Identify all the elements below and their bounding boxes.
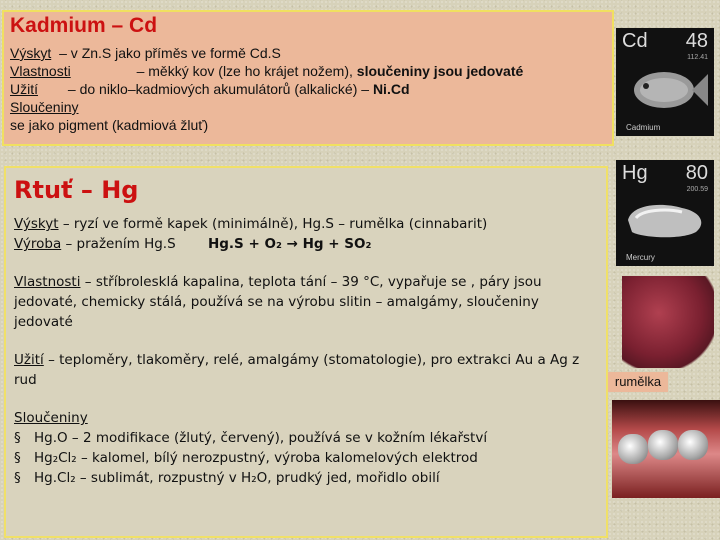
mercury-vyroba [14,234,598,254]
list-item: § Hg₂Cl₂ – kalomel, bílý nerozpustný, výroba kalomelových elektrod [14,448,598,468]
label: Vlastnosti [14,274,81,290]
cinnabar-image [622,276,714,368]
cadmium-title: Kadmium – Cd [10,14,158,37]
list-item: § Hg.O – 2 modifikace (žlutý, červený), používá se v kožním lékařství [14,428,598,448]
label: Užití [10,81,38,97]
label: Sloučeniny [14,410,88,426]
label: Výroba [14,236,62,252]
cadmium-panel [2,10,614,146]
text: – ryzí ve formě kapek (minimálně), Hg.S – rumělka (cinnabarit) [62,216,488,232]
bold-text: Ni.Cd [372,81,410,97]
label: Vlastnosti [10,63,71,79]
cadmium-fish-image [624,64,708,116]
cadmium-slouceniny [10,98,606,116]
atomic-number: 80 [685,162,708,184]
list-item: § Hg.Cl₂ – sublimát, rozpustný v H₂O, prudký jed, mořidlo obilí [14,468,598,488]
element-symbol: Hg [622,162,648,184]
mercury-panel [4,166,608,538]
mercury-slouceniny [14,408,598,488]
text: – pražením Hg.S [65,236,176,252]
label: Výskyt [10,45,52,61]
amalgam-teeth-image [612,400,720,498]
text: – stříbrolesklá kapalina, teplota tání – 39 °C, vypařuje se , páry jsou jedovaté, chemicky stálá, používá se na výrobu slitin – amalgámy, sloučeniny jedovaté [14,274,542,330]
element-name: Mercury [626,253,655,262]
label: Užití [14,352,44,368]
mercury-uziti [14,350,598,390]
cadmium-element-tile [616,28,714,136]
cadmium-vyskyt [10,44,606,62]
cadmium-vlastnosti [10,62,606,80]
mercury-vlastnosti [14,272,598,332]
text: – měkký kov (lze ho krájet nožem), [136,63,357,79]
element-name: Cadmium [626,123,661,132]
mercury-title: Rtuť – Hg [14,176,139,204]
text: – teploměry, tlakoměry, relé, amalgámy (stomatologie), pro extrakci Au a Ag z rud [14,352,580,388]
text: – do niklo–kadmiových akumulátorů (alkalické) – [67,81,373,97]
atomic-mass: 200.59 [686,186,708,193]
atomic-mass: 112.41 [687,54,708,61]
bold-text: sloučeniny jsou jedovaté [356,63,524,79]
atomic-number: 48 [685,30,708,52]
mercury-vyskyt [14,214,598,234]
equation: Hg.S + O₂ → Hg + SO₂ [207,236,372,252]
compound-list [14,428,598,488]
element-symbol: Cd [622,30,648,52]
mercury-droplet-image [622,194,710,244]
mercury-element-tile [616,160,714,266]
label: Výskyt [14,216,59,232]
cadmium-pigment: se jako pigment (kadmiová žluť) [10,117,209,133]
text: – v Zn.S jako příměs ve formě Cd.S [59,45,281,61]
cinnabar-caption: rumělka [608,372,668,392]
label: Sloučeniny [10,99,79,115]
cadmium-uziti [10,80,606,98]
